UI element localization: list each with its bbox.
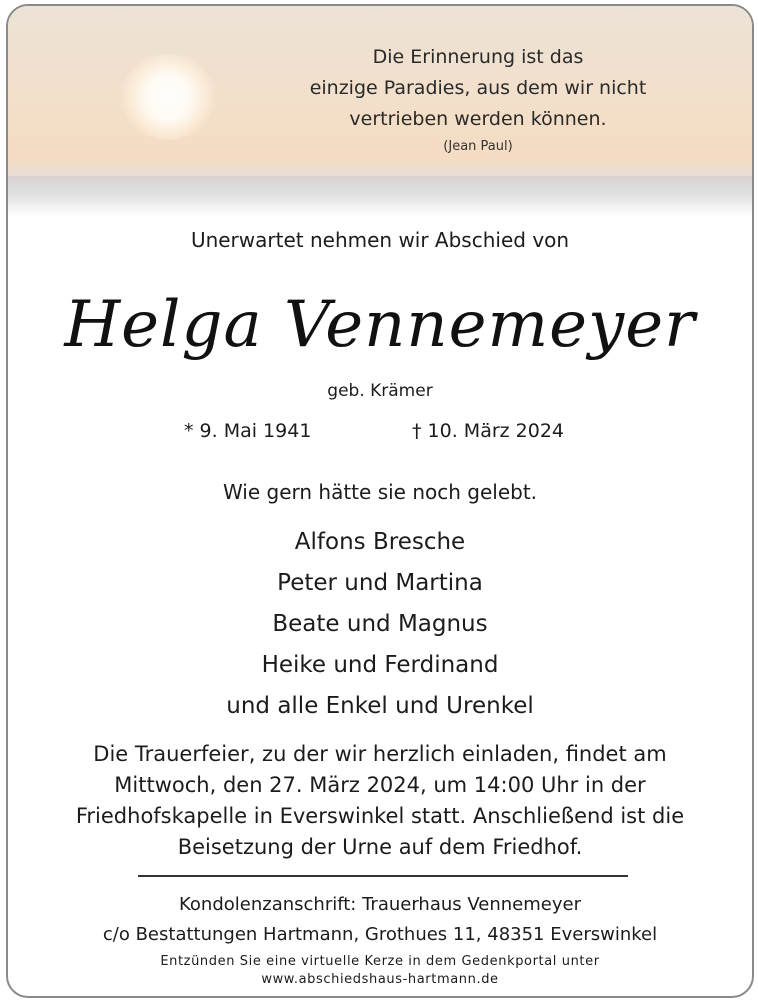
- quote-line: Die Erinnerung ist das: [372, 46, 584, 68]
- divider: [138, 875, 628, 877]
- condolence-line: c/o Bestattungen Hartmann, Grothues 11, 48351 Everswinkel: [102, 924, 658, 945]
- ceremony-line: Friedhofskapelle in Everswinkel statt. Anschließend ist die: [75, 804, 685, 828]
- quote-line: vertrieben werden können.: [349, 108, 607, 130]
- condolence-line: Kondolenzanschrift: Trauerhaus Vennemeyer: [179, 894, 581, 915]
- ceremony-text: [8, 739, 752, 863]
- sunset-header-image: [8, 6, 752, 216]
- family-member: Heike und Ferdinand: [261, 652, 499, 678]
- family-member: und alle Enkel und Urenkel: [226, 693, 534, 719]
- memorial-portal-note: [8, 953, 752, 989]
- obituary-card: [6, 4, 754, 998]
- quote-author: (Jean Paul): [443, 139, 513, 154]
- portal-line: Entzünden Sie eine virtuelle Kerze in dem Gedenkportal unter: [160, 954, 600, 969]
- family-list: [8, 522, 752, 727]
- ceremony-line: Die Trauerfeier, zu der wir herzlich einladen, findet am: [93, 742, 667, 766]
- sea-horizon: [8, 176, 752, 204]
- quote-line: einzige Paradies, aus dem wir nicht: [309, 77, 647, 99]
- family-member: Beate und Magnus: [272, 611, 488, 637]
- birth-date: * 9. Mai 1941: [184, 420, 312, 442]
- sun-image: [120, 54, 216, 140]
- family-member: Alfons Bresche: [294, 529, 466, 555]
- condolence-address: [8, 890, 752, 950]
- ceremony-line: Beisetzung der Urne auf dem Friedhof.: [177, 835, 583, 859]
- quote-block: [298, 42, 658, 154]
- ceremony-line: Mittwoch, den 27. März 2024, um 14:00 Uhr in der: [114, 773, 646, 797]
- family-member: Peter und Martina: [277, 570, 483, 596]
- deceased-name: Helga Vennemeyer: [64, 288, 696, 362]
- maiden-name: geb. Krämer: [327, 381, 433, 401]
- wish-line: Wie gern hätte sie noch gelebt.: [222, 480, 538, 504]
- intro-text: Unerwartet nehmen wir Abschied von: [190, 228, 570, 252]
- portal-url[interactable]: www.abschiedshaus-hartmann.de: [261, 972, 499, 987]
- death-date: † 10. März 2024: [412, 420, 565, 442]
